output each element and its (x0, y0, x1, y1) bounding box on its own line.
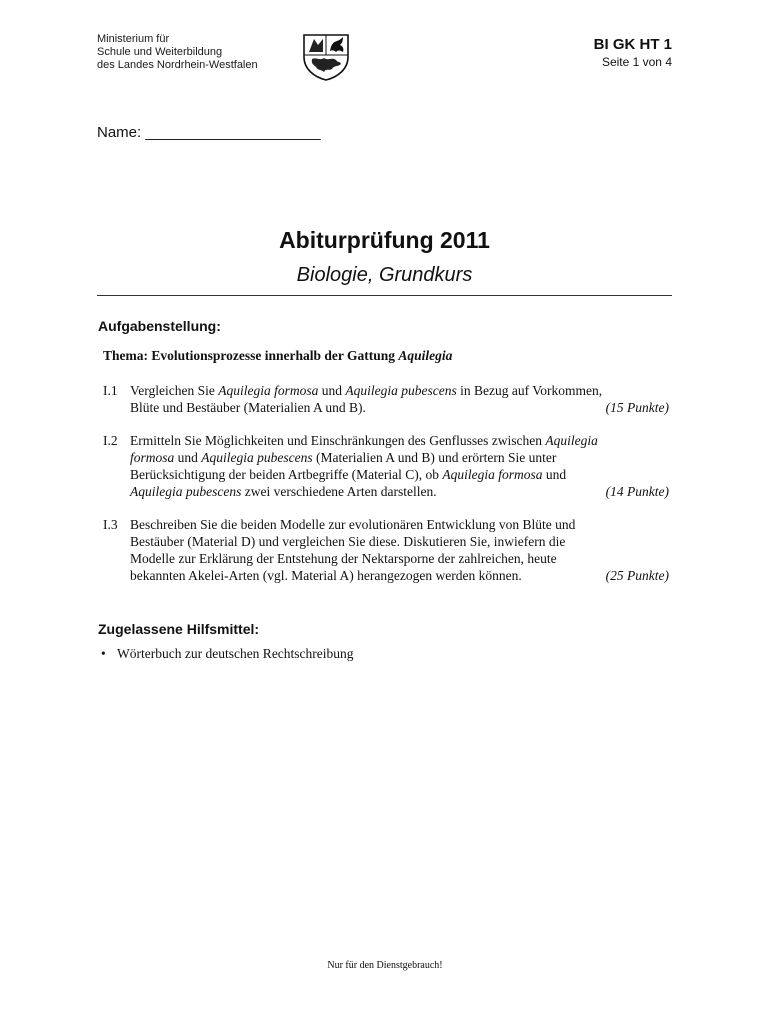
task-line (103, 432, 669, 449)
species-name: Aquilegia pubescens (345, 383, 457, 398)
task-text: Vergleichen Sie (130, 383, 219, 398)
page-title: Abiturprüfung 2011 (279, 227, 490, 253)
species-name: formosa (130, 450, 175, 465)
task-item (103, 432, 669, 500)
task-line (103, 516, 669, 533)
task-heading: Aufgabenstellung: (98, 318, 221, 334)
name-field: Name: _____________________ (97, 124, 321, 141)
task-text: Modelle zur Erklärung der Entstehung der Nektarsporne der zahlreichen, heute (130, 551, 557, 566)
thema-genus: Aquilegia (398, 348, 453, 363)
task-line (103, 567, 669, 584)
species-name: Aquilegia pubescens (201, 450, 313, 465)
exam-code: BI GK HT 1 (593, 36, 672, 53)
ministry-line: des Landes Nordrhein-Westfalen (97, 59, 258, 71)
task-text: (Materialien A und B) und erörtern Sie unter (312, 450, 557, 465)
nrw-coat-of-arms-icon (300, 33, 352, 81)
page-number: Seite 1 von 4 (601, 55, 672, 69)
ministry-line: Ministerium für (97, 33, 170, 45)
title-divider (97, 295, 672, 296)
task-text: Beschreiben Sie die beiden Modelle zur evolutionären Entwicklung von Blüte und (130, 517, 576, 532)
task-line (103, 382, 669, 399)
task-text: und (174, 450, 202, 465)
task-text: zwei verschiedene Arten darstellen. (241, 484, 437, 499)
task-text: und (542, 467, 567, 482)
task-line (103, 550, 669, 567)
species-name: Aquilegia pubescens (130, 484, 242, 499)
task-line (103, 399, 669, 416)
aids-heading: Zugelassene Hilfsmittel: (98, 621, 260, 637)
species-name: Aquilegia formosa (442, 467, 543, 482)
species-name: Aquilegia (545, 433, 598, 448)
task-line (103, 449, 669, 466)
task-item (103, 382, 669, 416)
task-text: Ermitteln Sie Möglichkeiten und Einschränkungen des Genflusses zwischen (130, 433, 546, 448)
task-points: (14 Punkte) (605, 484, 669, 499)
ministry-line: Schule und Weiterbildung (97, 46, 223, 58)
task-number: I.1 (103, 383, 118, 398)
page-subtitle: Biologie, Grundkurs (296, 264, 473, 286)
task-line (103, 466, 669, 483)
task-text: Blüte und Bestäuber (Materialien A und B). (130, 400, 366, 415)
species-name: Aquilegia formosa (218, 383, 319, 398)
bullet-icon: • (101, 646, 106, 661)
thema-prefix: Thema: Evolutionsprozesse innerhalb der Gattung (103, 348, 399, 363)
task-number: I.2 (103, 433, 118, 448)
task-number: I.3 (103, 517, 118, 532)
task-text: bekannten Akelei-Arten (vgl. Material A) herangezogen werden können. (130, 568, 522, 583)
task-line (103, 533, 669, 550)
aid-item: Wörterbuch zur deutschen Rechtschreibung (117, 646, 354, 661)
task-line (103, 483, 669, 500)
list-item (101, 646, 354, 662)
task-text: Berücksichtigung der beiden Artbegriffe (Material C), ob (130, 467, 443, 482)
task-points: (25 Punkte) (605, 568, 669, 583)
task-points: (15 Punkte) (605, 400, 669, 415)
ministry-name (97, 33, 258, 72)
task-text: und (318, 383, 346, 398)
footer-note: Nur für den Dienstgebrauch! (327, 960, 443, 971)
thema-line (103, 348, 452, 364)
task-text: in Bezug auf Vorkommen, (456, 383, 603, 398)
task-text: Bestäuber (Material D) und vergleichen Sie diese. Diskutieren Sie, inwiefern die (130, 534, 566, 549)
task-item (103, 516, 669, 584)
